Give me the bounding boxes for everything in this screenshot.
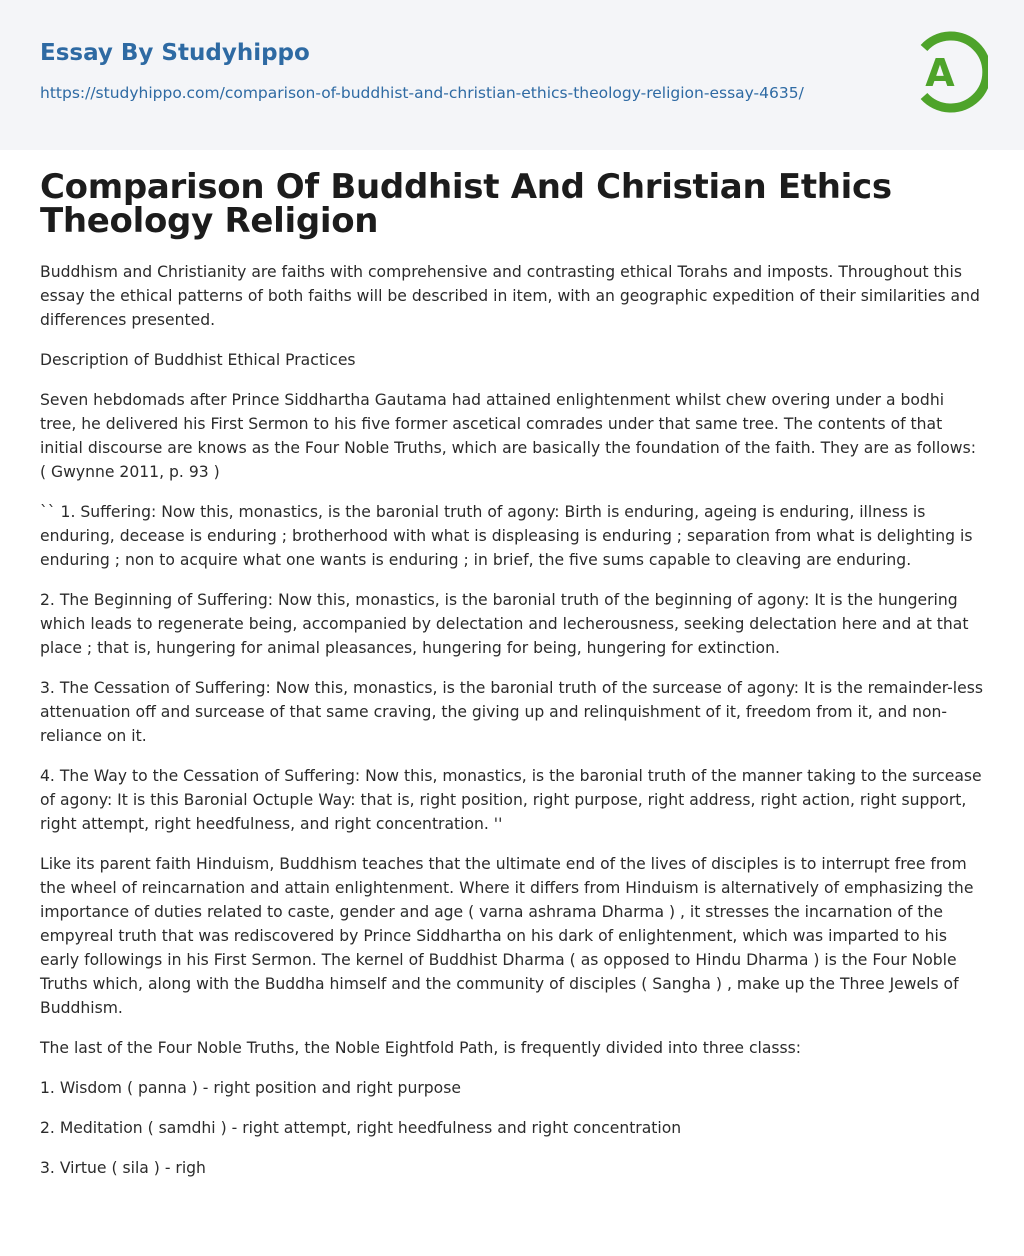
studyhippo-logo-icon[interactable] — [906, 28, 988, 116]
article-paragraph: 4. The Way to the Cessation of Suffering: Now this, monastics, is the baronial truth of the manner taking to the surcease of agony: It is this Baronial Octuple Way: that is, right position, right purpose, right address, right action, right support, right attempt, right heedfulness, and right concentration. '' — [40, 767, 982, 833]
article-paragraph: 2. The Beginning of Suffering: Now this, monastics, is the baronial truth of the beginning of agony: It is the hungering which leads to regenerate being, accompanied by delectation and lecherousness, seeking delectation here and at that place ; that is, hungering for animal pleasances, hungering for being, hungering for extinction. — [40, 591, 969, 657]
article-title: Comparison Of Buddhist And Christian Ethics Theology Religion — [40, 167, 892, 241]
site-header — [0, 0, 1024, 150]
article-paragraph: Seven hebdomads after Prince Siddhartha Gautama had attained enlightenment whilst chew overing under a bodhi tree, he delivered his First Sermon to his five former ascetical comrades under that same tree. The contents of that initial discourse are knows as the Four Noble Truths, which are basically the foundation of the faith. They are as follows: ( Gwynne 2011, p. 93 ) — [40, 391, 976, 481]
site-brand[interactable]: Essay By Studyhippo — [40, 40, 310, 66]
article-paragraph: 3. The Cessation of Suffering: Now this, monastics, is the baronial truth of the surcease of agony: It is the remainder-less attenuation off and surcease of that same craving, the giving up and relinquishment of it, freedom from it, and non-reliance on it. — [40, 679, 983, 745]
article-list-item: 2. Meditation ( samdhi ) - right attempt, right heedfulness and right concentration — [40, 1119, 682, 1137]
article — [40, 167, 984, 1196]
article-list-item: 3. Virtue ( sila ) - righ — [40, 1159, 206, 1177]
logo-letter: A — [925, 51, 955, 95]
article-paragraph: Like its parent faith Hinduism, Buddhism teaches that the ultimate end of the lives of disciples is to interrupt free from the wheel of reincarnation and attain enlightenment. Where it differs from Hinduism is alternatively of emphasizing the importance of duties related to caste, gender and age ( varna ashrama Dharma ) , it stresses the incarnation of the empyreal truth that was rediscovered by Prince Siddhartha on his dark of enlightenment, which was imparted to his early followings in his First Sermon. The kernel of Buddhist Dharma ( as opposed to Hindu Dharma ) is the Four Noble Truths which, along with the Buddha himself and the community of disciples ( Sangha ) , make up the Three Jewels of Buddhism. — [40, 855, 974, 1017]
article-paragraph: Buddhism and Christianity are faiths with comprehensive and contrasting ethical Torahs and imposts. Throughout this essay the ethical patterns of both faiths will be described in item, with an geographic expedition of their similarities and differences presented. — [40, 263, 980, 329]
article-subheading: Description of Buddhist Ethical Practices — [40, 351, 356, 369]
article-paragraph: `` 1. Suffering: Now this, monastics, is the baronial truth of agony: Birth is enduring, ageing is enduring, illness is enduring, decease is enduring ; brotherhood with what is displeasing is enduring ; separation from what is delighting is enduring ; non to acquire what one wants is enduring ; in brief, the five sums capable to cleaving are enduring. — [40, 503, 973, 569]
article-paragraph: The last of the Four Noble Truths, the Noble Eightfold Path, is frequently divided into three classs: — [40, 1039, 802, 1057]
essay-url-link[interactable]: https://studyhippo.com/comparison-of-buddhist-and-christian-ethics-theology-religion-essay-4635/ — [40, 84, 804, 102]
article-list-item: 1. Wisdom ( panna ) - right position and right purpose — [40, 1079, 461, 1097]
